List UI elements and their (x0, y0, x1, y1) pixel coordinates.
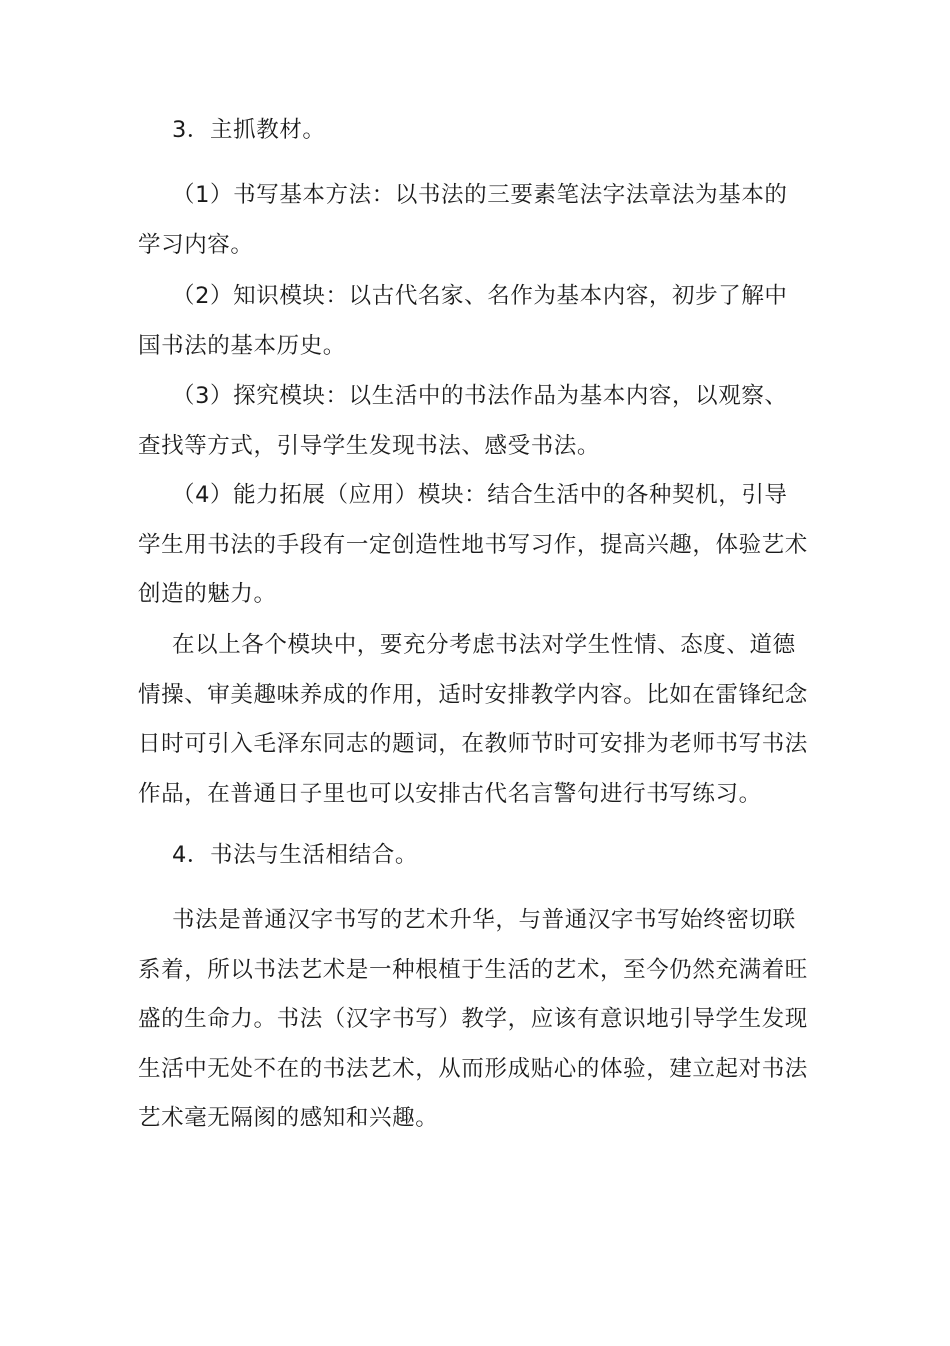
section-3-item-2: （2）知识模块：以古代名家、名作为基本内容，初步了解中国书法的基本历史。 (138, 283, 788, 359)
section-3-item-3: （3）探究模块：以生活中的书法作品为基本内容，以观察、查找等方式，引导学生发现书法、感受书法。 (138, 383, 788, 459)
section-3-heading: 3．主抓教材。 (172, 117, 326, 143)
section-4-body: 书法是普通汉字书写的艺术升华，与普通汉字书写始终密切联系着，所以书法艺术是一种根植于生活的艺术，至今仍然充满着旺盛的生命力。书法（汉字书写）教学，应该有意识地引导学生发现生活中无处不在的书法艺术，从而形成贴心的体验，建立起对书法艺术毫无隔阂的感知和兴趣。 (138, 907, 808, 1131)
section-3-summary: 在以上各个模块中，要充分考虑书法对学生性情、态度、道德情操、审美趣味养成的作用，适时安排教学内容。比如在雷锋纪念日时可引入毛泽东同志的题词，在教师节时可安排为老师书写书法作品，在普通日子里也可以安排古代名言警句进行书写练习。 (138, 632, 808, 807)
section-3-item-4: （4）能力拓展（应用）模块：结合生活中的各种契机，引导学生用书法的手段有一定创造性地书写习作，提高兴趣，体验艺术创造的魅力。 (138, 482, 808, 607)
section-4-heading: 4．书法与生活相结合。 (172, 842, 418, 868)
section-3-item-1: （1）书写基本方法：以书法的三要素笔法字法章法为基本的学习内容。 (138, 182, 788, 258)
